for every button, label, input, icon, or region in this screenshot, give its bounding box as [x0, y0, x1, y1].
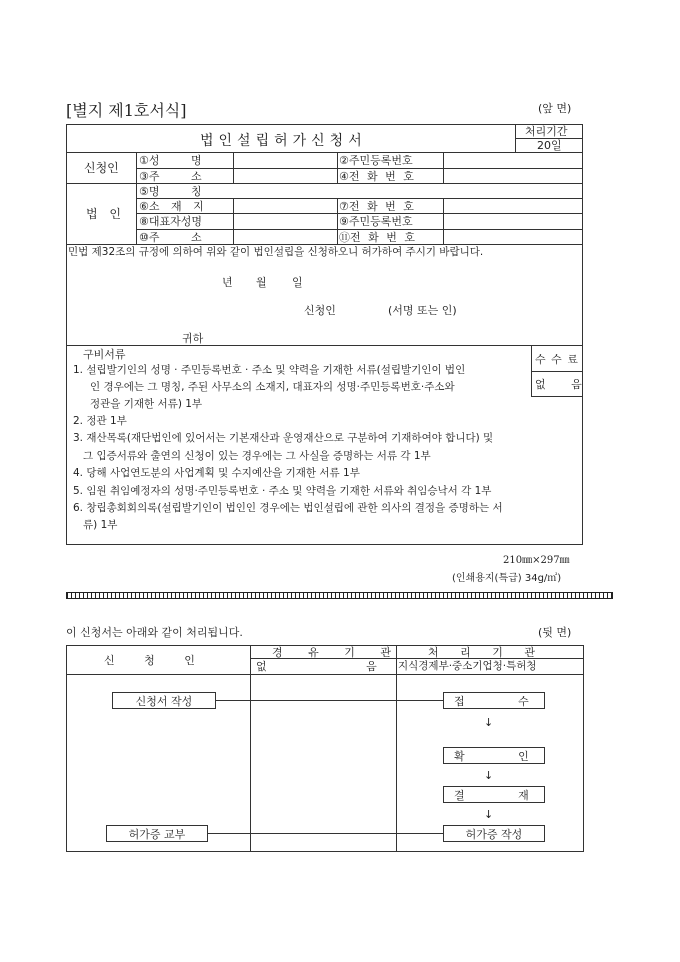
applicant-name-field[interactable]	[234, 153, 336, 167]
flow-receive-permit	[106, 825, 208, 842]
corp-location-label: ⑥소 재 지	[139, 200, 204, 213]
applicant-address-field[interactable]	[234, 169, 336, 183]
addressee-field[interactable]	[70, 328, 180, 344]
document-item-3-cont: 그 입증서류와 출연의 신청이 있는 경우에는 그 사실을 증명하는 서류 각 1부	[83, 450, 431, 462]
flow-confirm-label: 확 인	[454, 749, 529, 763]
form-title: 법인설립허가신청서	[200, 133, 367, 149]
flow-receive-permit-label: 허가증 교부	[128, 827, 186, 841]
rep-name-label: ⑧대표자성명	[139, 215, 202, 228]
applicant-rrn-field[interactable]	[444, 153, 582, 167]
document-item-4: 4. 당해 사업연도분의 사업계획 및 수지예산을 기재한 서류 1부	[73, 467, 360, 479]
rep-name-field[interactable]	[234, 214, 336, 228]
date-day: 일	[292, 276, 303, 289]
back-side-label: (뒷 면)	[538, 626, 572, 639]
fee-label: 수 수 료	[535, 353, 578, 366]
corp-location-field[interactable]	[234, 199, 336, 213]
corp-phone-label: ⑦전 화 번 호	[339, 200, 414, 213]
flow-write-application-label: 신청서 작성	[135, 694, 193, 708]
processing-period-label: 처리기간	[525, 125, 568, 138]
applicant-phone-label: ④전 화 번 호	[339, 170, 414, 183]
document-item-6: 6. 창립총회회의록(설립발기인이 법인인 경우에는 법인설립에 관한 의사의 결정을 증명하는 서	[73, 502, 503, 514]
document-item-1-cont2: 정관을 기재한 서류) 1부	[90, 398, 203, 410]
rep-address-label: ⑩주 소	[139, 231, 202, 244]
signer-label: 신청인	[304, 304, 336, 317]
col-via-agency-value: 없 음	[256, 660, 377, 673]
perforation-line	[66, 592, 613, 599]
flow-issue-permit-label: 허가증 작성	[465, 827, 523, 841]
applicant-phone-field[interactable]	[444, 169, 582, 183]
corp-phone-field[interactable]	[444, 199, 582, 213]
document-item-3: 3. 재산목록(재단법인에 있어서는 기본재산과 운영재산으로 구분하여 기재하여야 합니다) 및	[73, 432, 494, 444]
applicant-address-label: ③주 소	[139, 170, 202, 183]
date-year: 년	[222, 276, 233, 289]
signature-field[interactable]	[345, 300, 385, 318]
paper-size: 210㎜×297㎜	[503, 555, 570, 566]
form-number: [별지 제1호서식]	[66, 101, 187, 120]
rep-rrn-label: ⑨주민등록번호	[339, 215, 413, 228]
arrow-down-icon: ↓	[484, 769, 494, 782]
documents-heading: 구비서류	[83, 348, 126, 361]
flow-receipt	[443, 692, 545, 709]
flow-write-application	[112, 692, 216, 709]
rep-rrn-field[interactable]	[444, 214, 582, 228]
applicant-section-label: 신청인	[84, 161, 119, 175]
rep-phone-label: ⑪전 화 번 호	[339, 231, 415, 244]
rep-address-field[interactable]	[234, 230, 336, 244]
applicant-rrn-label: ②주민등록번호	[339, 154, 413, 167]
document-item-2: 2. 정관 1부	[73, 415, 127, 427]
flow-receipt-label: 접 수	[454, 694, 529, 708]
flow-issue-permit	[443, 825, 545, 842]
flow-approval-label: 결 재	[454, 788, 529, 802]
col-processing-agency: 처 리 기 관	[428, 646, 535, 659]
fee-value: 없 음	[535, 378, 582, 391]
front-side-label: (앞 면)	[538, 102, 572, 115]
arrow-down-icon: ↓	[484, 808, 494, 821]
date-month: 월	[256, 276, 267, 289]
document-item-5: 5. 임원 취임예정자의 성명·주민등록번호 · 주소 및 약력을 기재한 서류와 취임승낙서 각 1부	[73, 485, 492, 497]
col-processing-agency-value: 지식경제부·중소기업청·특허청	[398, 660, 537, 672]
flow-confirm	[443, 747, 545, 764]
application-statement: 민법 제32조의 규정에 의하여 위와 같이 법인설립을 신청하오니 허가하여 주시기 바랍니다.	[68, 246, 484, 258]
arrow-down-icon: ↓	[484, 716, 494, 729]
signature-hint: (서명 또는 인)	[388, 304, 457, 317]
col-applicant: 신 청 인	[104, 654, 195, 667]
addressee-suffix: 귀하	[182, 332, 204, 345]
corp-name-label: ⑤명 칭	[139, 185, 202, 198]
processing-period-value: 20일	[537, 139, 562, 152]
flow-approval	[443, 786, 545, 803]
document-item-6-cont: 류) 1부	[83, 519, 118, 531]
applicant-name-label: ①성 명	[139, 154, 202, 167]
corp-name-field[interactable]	[234, 184, 582, 198]
corporation-section-label: 법 인	[86, 207, 121, 221]
rep-phone-field[interactable]	[444, 230, 582, 244]
document-item-1-cont: 인 경우에는 그 명칭, 주된 사무소의 소재지, 대표자의 성명·주민등록번호·주소와	[90, 381, 455, 393]
paper-spec: (인쇄용지(특급) 34g/㎡)	[452, 573, 562, 584]
document-item-1: 1. 설립발기인의 성명 · 주민등록번호 · 주소 및 약력을 기재한 서류(설립발기인이 법인	[73, 364, 466, 376]
col-via-agency: 경 유 기 관	[272, 646, 391, 659]
back-intro: 이 신청서는 아래와 같이 처리됩니다.	[66, 626, 243, 639]
